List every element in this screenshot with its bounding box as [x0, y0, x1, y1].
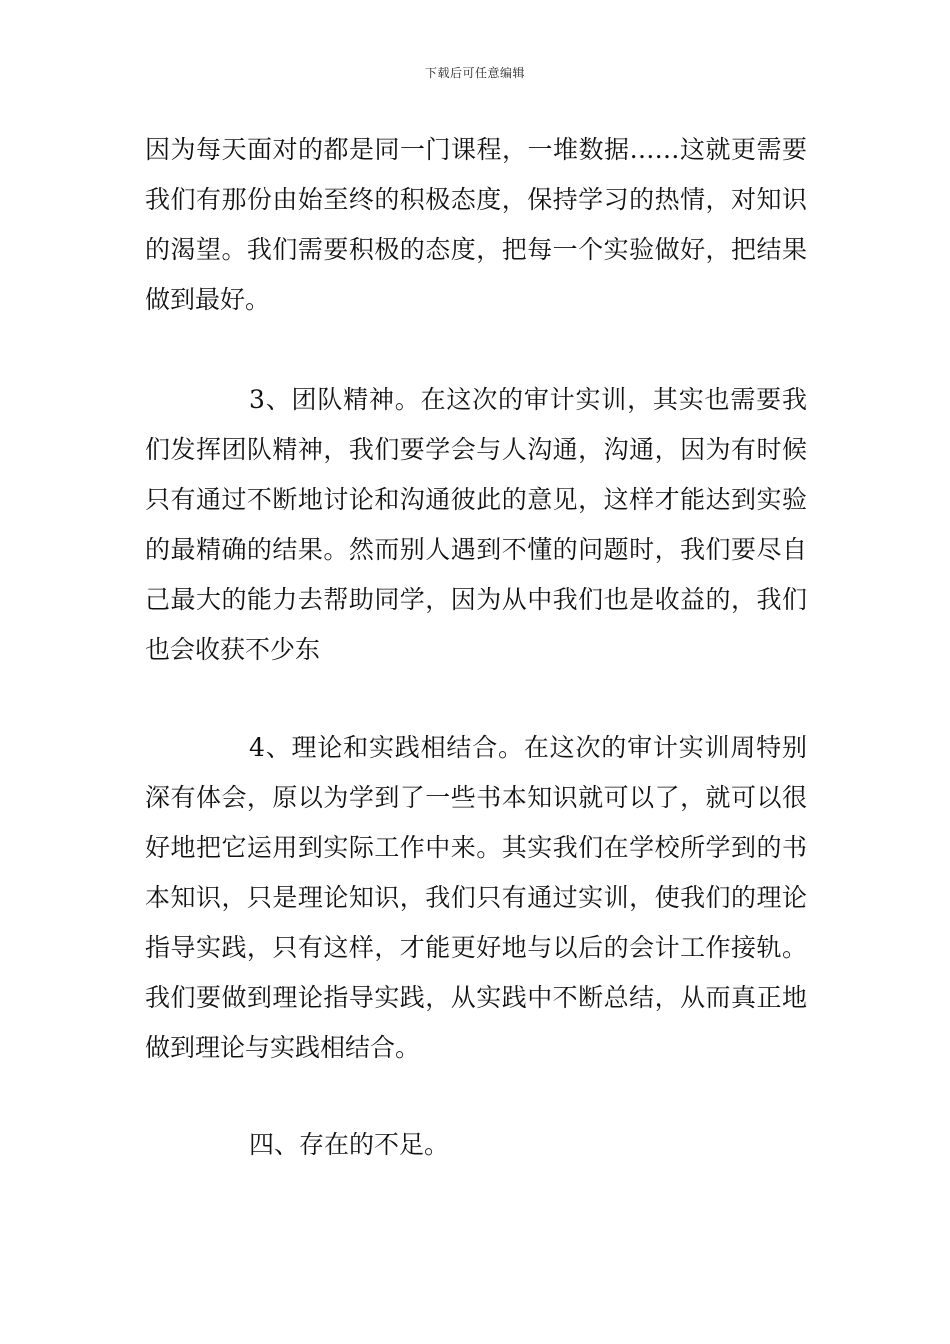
paragraph-attitude: 因为每天面对的都是同一门课程，一堆数据……这就更需要我们有那份由始至终的积极态度，保持学习的热情，对知识的渴望。我们需要积极的态度，把每一个实验做好，把结果做到最好。	[145, 135, 807, 314]
paragraph-theory-practice: 4、理论和实践相结合。在这次的审计实训周特别深有体会，原以为学到了一些书本知识就可以了，就可以很好地把它运用到实际工作中来。其实我们在学校所学到的书本知识，只是理论知识，我们只有通过实训，使我们的理论指导实践，只有这样，才能更好地与以后的会计工作接轨。我们要做到理论指导实践，从实践中不断总结，从而真正地做到理论与实践相结合。	[145, 733, 807, 1062]
paragraph-team-spirit: 3、团队精神。在这次的审计实训，其实也需要我们发挥团队精神，我们要学会与人沟通，沟通，因为有时候只有通过不断地讨论和沟通彼此的意见，这样才能达到实验的最精确的结果。然而别人遇到不懂的问题时，我们要尽自己最大的能力去帮助同学，因为从中我们也是收益的，我们也会收获不少东	[145, 385, 807, 664]
page-header-note: 下载后可任意编辑	[424, 66, 525, 80]
section-heading-shortcomings: 四、存在的不足。	[249, 1130, 450, 1159]
